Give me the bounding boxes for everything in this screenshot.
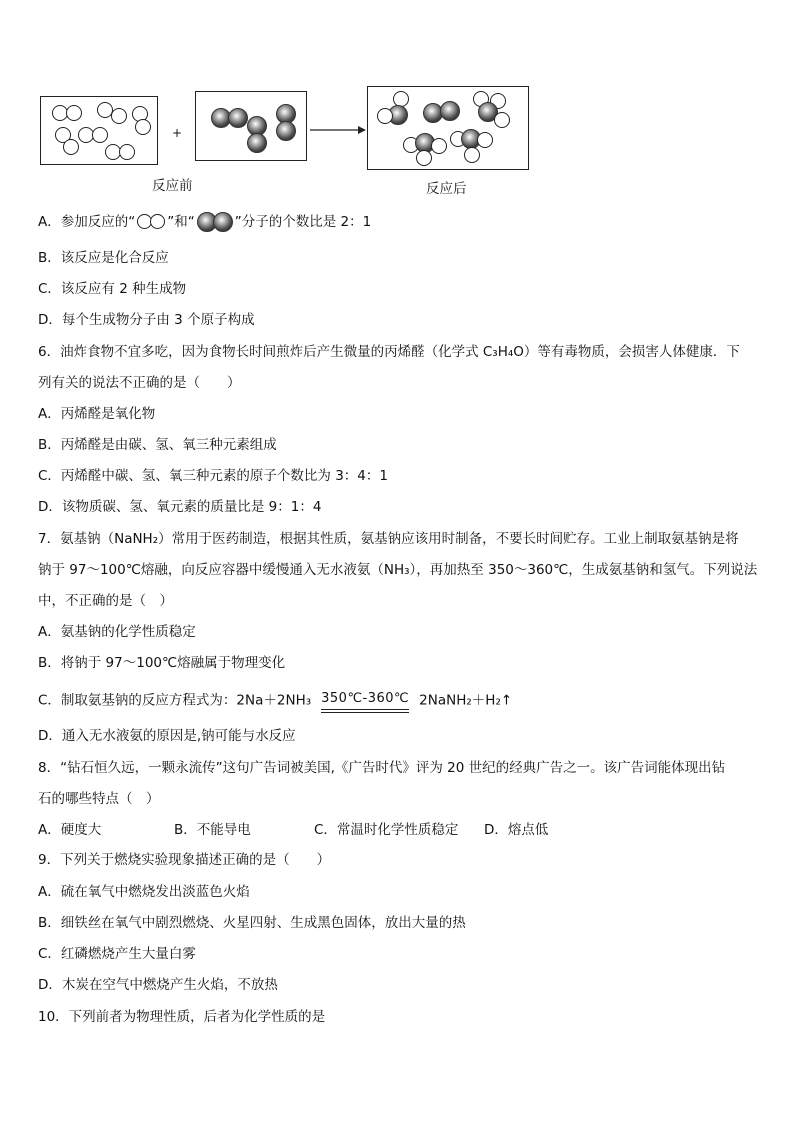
reactant-box-white bbox=[40, 96, 158, 165]
white-atom bbox=[431, 138, 447, 154]
q5-option-a-post: ”分子的个数比是 2：1 bbox=[234, 214, 372, 230]
q5-option-d: D．每个生成物分子由 3 个原子构成 bbox=[38, 312, 255, 328]
reaction-arrow bbox=[310, 124, 366, 136]
white-molecule-icon bbox=[135, 214, 167, 230]
product-box bbox=[367, 86, 529, 170]
double-line bbox=[321, 709, 409, 713]
white-atom bbox=[119, 144, 135, 160]
caption-before: 反应前 bbox=[152, 178, 193, 194]
q9-stem: 9．下列关于燃烧实验现象描述正确的是（ ） bbox=[38, 852, 331, 868]
q6-stem-line2: 列有关的说法不正确的是（ ） bbox=[38, 375, 241, 391]
q5-option-a bbox=[38, 212, 371, 232]
q8-option-b: B．不能导电 bbox=[174, 822, 251, 838]
q9-option-b: B．细铁丝在氧气中剧烈燃烧、火星四射、生成黑色固体，放出大量的热 bbox=[38, 915, 466, 931]
q7-stem-line3: 中，不正确的是（ ） bbox=[38, 593, 173, 609]
q8-option-a: A．硬度大 bbox=[38, 822, 102, 838]
q7-option-c-pre: C．制取氨基钠的反应方程式为：2Na＋2NH₃ bbox=[38, 692, 312, 709]
white-atom bbox=[494, 112, 510, 128]
reaction-condition-text: 350℃-360℃ bbox=[321, 691, 410, 706]
q8-stem-line1: 8．“钻石恒久远，一颗永流传”这句广告词被美国,《广告时代》评为 20 世纪的经典广告之一。该广告词能体现出钻 bbox=[38, 760, 726, 776]
q6-option-c: C．丙烯醛中碳、氢、氧三种元素的原子个数比为 3：4：1 bbox=[38, 468, 388, 484]
reactant-box-dark bbox=[195, 91, 307, 161]
q7-option-c bbox=[38, 688, 512, 713]
q6-option-a: A．丙烯醛是氧化物 bbox=[38, 406, 156, 422]
q6-option-b: B．丙烯醛是由碳、氢、氧三种元素组成 bbox=[38, 437, 277, 453]
q5-option-b: B．该反应是化合反应 bbox=[38, 250, 169, 266]
dark-atom bbox=[247, 133, 267, 153]
q9-option-a: A．硫在氧气中燃烧发出淡蓝色火焰 bbox=[38, 884, 250, 900]
caption-after: 反应后 bbox=[426, 181, 467, 197]
q7-option-b: B．将钠于 97～100℃熔融属于物理变化 bbox=[38, 655, 286, 671]
white-atom bbox=[111, 108, 127, 124]
q5-option-a-pre: A．参加反应的“ bbox=[38, 214, 136, 230]
q8-option-d: D．熔点低 bbox=[484, 822, 549, 838]
q8-options-row bbox=[38, 820, 598, 840]
q6-option-d: D．该物质碳、氢、氧元素的质量比是 9：1：4 bbox=[38, 499, 322, 515]
white-atom bbox=[464, 147, 480, 163]
q7-stem-line1: 7．氨基钠（NaNH₂）常用于医药制造，根据其性质，氨基钠应该用时制备，不要长时间贮存。工业上制取氨基钠是将 bbox=[38, 531, 739, 547]
white-atom bbox=[377, 108, 393, 124]
white-atom bbox=[66, 105, 82, 121]
q6-stem-line1: 6．油炸食物不宜多吃，因为食物长时间煎炸后产生微量的丙烯醛（化学式 C₃H₄O）等有毒物质，会损害人体健康．下 bbox=[38, 344, 740, 360]
q10-stem: 10．下列前者为物理性质，后者为化学性质的是 bbox=[38, 1009, 326, 1025]
q9-option-d: D．木炭在空气中燃烧产生火焰，不放热 bbox=[38, 977, 278, 993]
reaction-condition bbox=[321, 688, 409, 713]
dark-atom bbox=[228, 108, 248, 128]
reaction-figure bbox=[0, 0, 794, 200]
q7-option-c-post: 2NaNH₂＋H₂↑ bbox=[419, 692, 513, 709]
plus-sign: + bbox=[172, 126, 183, 140]
white-atom bbox=[416, 150, 432, 166]
dark-atom bbox=[276, 121, 296, 141]
dark-molecule-icon bbox=[195, 212, 235, 232]
white-atom bbox=[477, 132, 493, 148]
q7-option-a: A．氨基钠的化学性质稳定 bbox=[38, 624, 196, 640]
white-atom bbox=[63, 139, 79, 155]
q8-stem-line2: 石的哪些特点（ ） bbox=[38, 791, 160, 807]
q7-option-d: D．通入无水液氨的原因是,钠可能与水反应 bbox=[38, 728, 296, 744]
white-atom bbox=[135, 119, 151, 135]
q9-option-c: C．红磷燃烧产生大量白雾 bbox=[38, 946, 196, 962]
q5-option-c: C．该反应有 2 种生成物 bbox=[38, 281, 187, 297]
q5-option-a-mid: ”和“ bbox=[167, 214, 195, 230]
dark-atom bbox=[440, 101, 460, 121]
q7-stem-line2: 钠于 97～100℃熔融，向反应容器中缓慢通入无水液氨（NH₃），再加热至 350～360℃，生成氨基钠和氢气。下列说法 bbox=[38, 562, 758, 578]
q8-option-c: C．常温时化学性质稳定 bbox=[314, 822, 459, 838]
white-atom bbox=[92, 127, 108, 143]
